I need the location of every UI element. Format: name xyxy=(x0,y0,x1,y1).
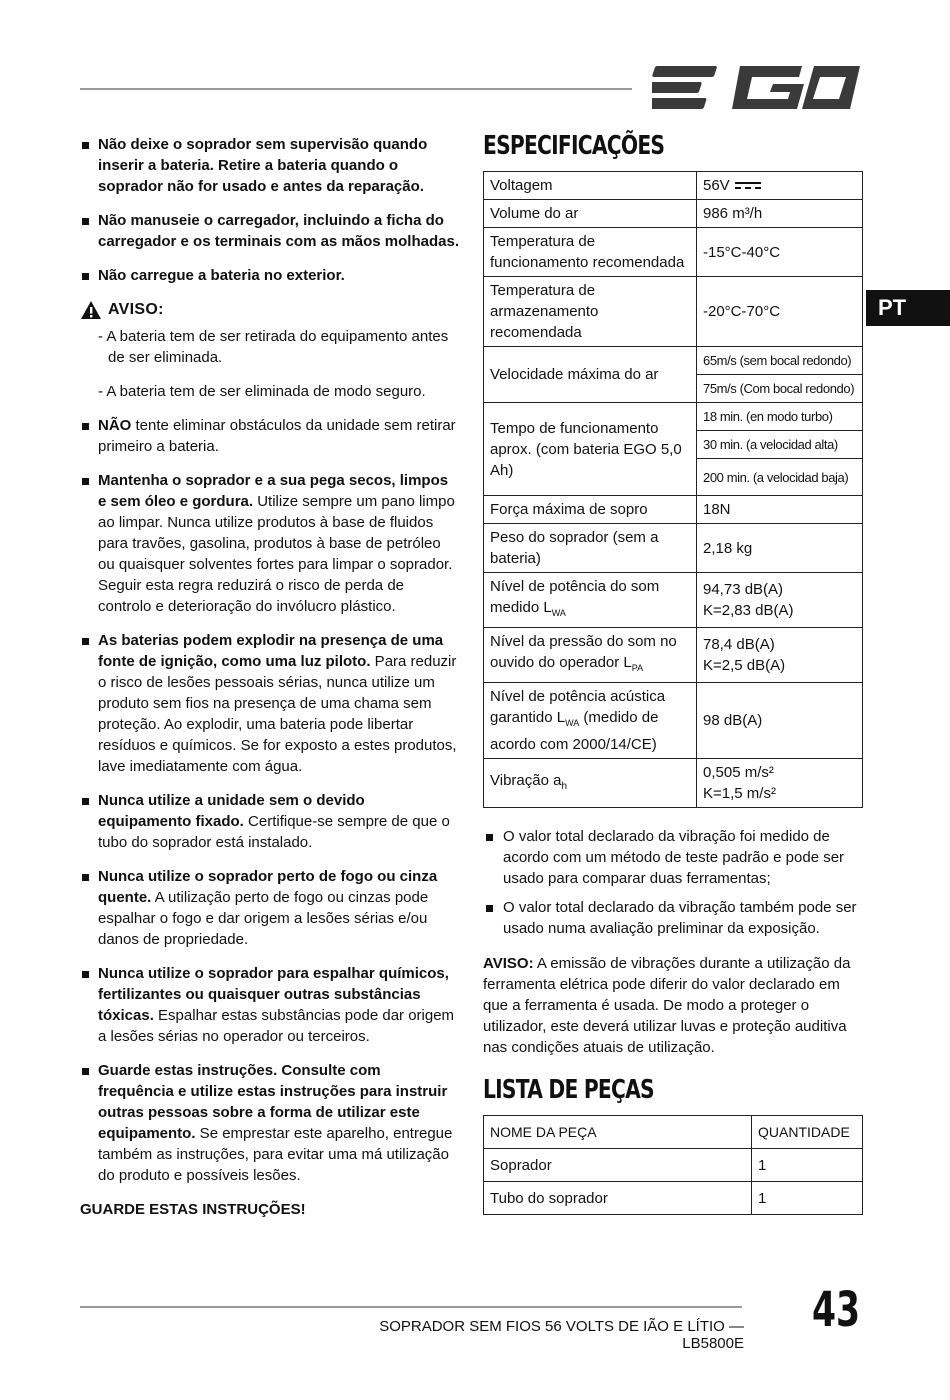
bullet-item: Guarde estas instruções. Consulte com frequência e utilize estas instruções para instruir outras pessoas sobre a forma de utilizar este equipamento. Se emprestar este aparelho, entregue também as instruções, para evitar uma má utilização do produto e possíveis lesões. xyxy=(80,1060,460,1186)
specs-title: ESPECIFICAÇÕES xyxy=(483,131,665,161)
warning-heading: AVISO: xyxy=(80,299,460,320)
parts-title: LISTA DE PEÇAS xyxy=(483,1075,654,1105)
table-row: Tempo de funcionamento aprox. (com bateria EGO 5,0 Ah) 18 min. (en modo turbo) xyxy=(484,403,863,431)
table-row: Nível da pressão do som no ouvido do operador $L_{PA}$ 78,4 dB(A) K=2,5 dB(A) xyxy=(484,628,863,683)
page-number: 43 xyxy=(812,1282,861,1338)
parts-table xyxy=(483,1115,863,1215)
warning-icon xyxy=(80,300,102,320)
table-row: Volume do ar 986 m³/h xyxy=(484,200,863,228)
vibration-notes xyxy=(483,826,863,1058)
bullet-item: NÃO tente eliminar obstáculos da unidade sem retirar primeiro a bateria. xyxy=(80,415,460,457)
bullet-item: Não carregue a bateria no exterior. xyxy=(80,265,460,286)
table-row: Força máxima de sopro 18N xyxy=(484,496,863,524)
bullet-item: Nunca utilize o soprador perto de fogo ou cinza quente. A utilização perto de fogo ou cinzas pode espalhar o fogo e dar origem a lesões sérias e/ou danos de propriedade. xyxy=(80,866,460,950)
warning-line: - A bateria tem de ser eliminada de modo seguro. xyxy=(98,383,426,400)
ego-logo xyxy=(652,64,860,112)
table-row: 200 min. (a velocidad baja) xyxy=(484,459,863,496)
dc-symbol-icon xyxy=(734,181,762,191)
bullet-item: Não manuseie o carregador, incluindo a ficha do carregador e os terminais com as mãos molhadas. xyxy=(80,210,460,252)
table-row: Velocidade máxima do ar 65m/s (sem bocal redondo) xyxy=(484,347,863,375)
table-row: 75m/s (Com bocal redondo) xyxy=(484,375,863,403)
bullet-item: Não deixe o soprador sem supervisão quando inserir a bateria. Retire a bateria quando o soprador não for usado e antes da reparação. xyxy=(80,134,460,197)
table-row: Temperatura de funcionamento recomendada -15°C-40°C xyxy=(484,228,863,277)
table-row: Peso do soprador (sem a bateria) 2,18 kg xyxy=(484,524,863,573)
bullet-item: Nunca utilize o soprador para espalhar químicos, fertilizantes ou quaisquer outras substâncias tóxicas. Espalhar estas substâncias pode dar origem a lesões sérias no operador ou terceiros. xyxy=(80,963,460,1047)
header-rule xyxy=(80,88,632,90)
safety-instructions xyxy=(80,134,460,1220)
table-row: Nível de potência acústica garantido $L_{WA}$ (medido de acordo com 2000/14/CE) 98 dB(A) xyxy=(484,683,863,759)
note-item: O valor total declarado da vibração também pode ser usado numa avaliação preliminar da exposição. xyxy=(483,897,863,939)
warning-line: - A bateria tem de ser retirada do equipamento antes de ser eliminada. xyxy=(98,328,449,366)
bullet-item: Nunca utilize a unidade sem o devido equipamento fixado. Certifique-se sempre de que o tubo do soprador está instalado. xyxy=(80,790,460,853)
table-row: 30 min. (a velocidad alta) xyxy=(484,431,863,459)
table-row: Soprador 1 xyxy=(484,1149,863,1182)
right-column xyxy=(483,130,863,1215)
table-row: Voltagem 56V xyxy=(484,172,863,200)
table-row: Tubo do soprador 1 xyxy=(484,1182,863,1215)
vibration-warning: AVISO: A emissão de vibrações durante a utilização da ferramenta elétrica pode diferir do valor declarado em que a ferramenta é usada. De modo a proteger o utilizador, este deverá utilizar luvas e proteção auditiva nas condições atuais de utilização. xyxy=(483,955,851,1056)
language-tab: PT xyxy=(866,290,950,326)
table-header: NOME DA PEÇA QUANTIDADE xyxy=(484,1116,863,1149)
keep-instructions: GUARDE ESTAS INSTRUÇÕES! xyxy=(80,1201,306,1218)
bullet-item: Mantenha o soprador e a sua pega secos, limpos e sem óleo e gordura. Utilize sempre um pano limpo ao limpar. Nunca utilize produtos à base de fluidos para travões, gasolina, produtos à base de petróleo ou quaisquer solventes fortes para limpar o soprador. Seguir esta regra reduzirá o risco de perda de controlo e deterioração do invólucro plástico. xyxy=(80,470,460,617)
footer-text: SOPRADOR SEM FIOS 56 VOLTS DE IÃO E LÍTIO — LB5800E xyxy=(379,1318,744,1352)
table-row: Nível de potência do som medido $L_{WA}$ 94,73 dB(A) K=2,83 dB(A) xyxy=(484,573,863,628)
note-item: O valor total declarado da vibração foi medido de acordo com um método de teste padrão e pode ser usado para comparar duas ferramentas; xyxy=(483,826,863,889)
specs-table xyxy=(483,171,863,808)
table-row: Temperatura de armazenamento recomendada -20°C-70°C xyxy=(484,277,863,347)
table-row: Vibração $a_h$ 0,505 m/s² K=1,5 m/s² xyxy=(484,759,863,808)
bullet-item: As baterias podem explodir na presença de uma fonte de ignição, como uma luz piloto. Para reduzir o risco de lesões pessoais sérias, nunca utilize um produto sem fios na presença de uma chama sem proteção. Ao explodir, uma bateria pode libertar resíduos e químicos. Se for exposto a estes produtos, lave imediatamente com água. xyxy=(80,630,460,777)
footer-rule xyxy=(80,1306,742,1308)
